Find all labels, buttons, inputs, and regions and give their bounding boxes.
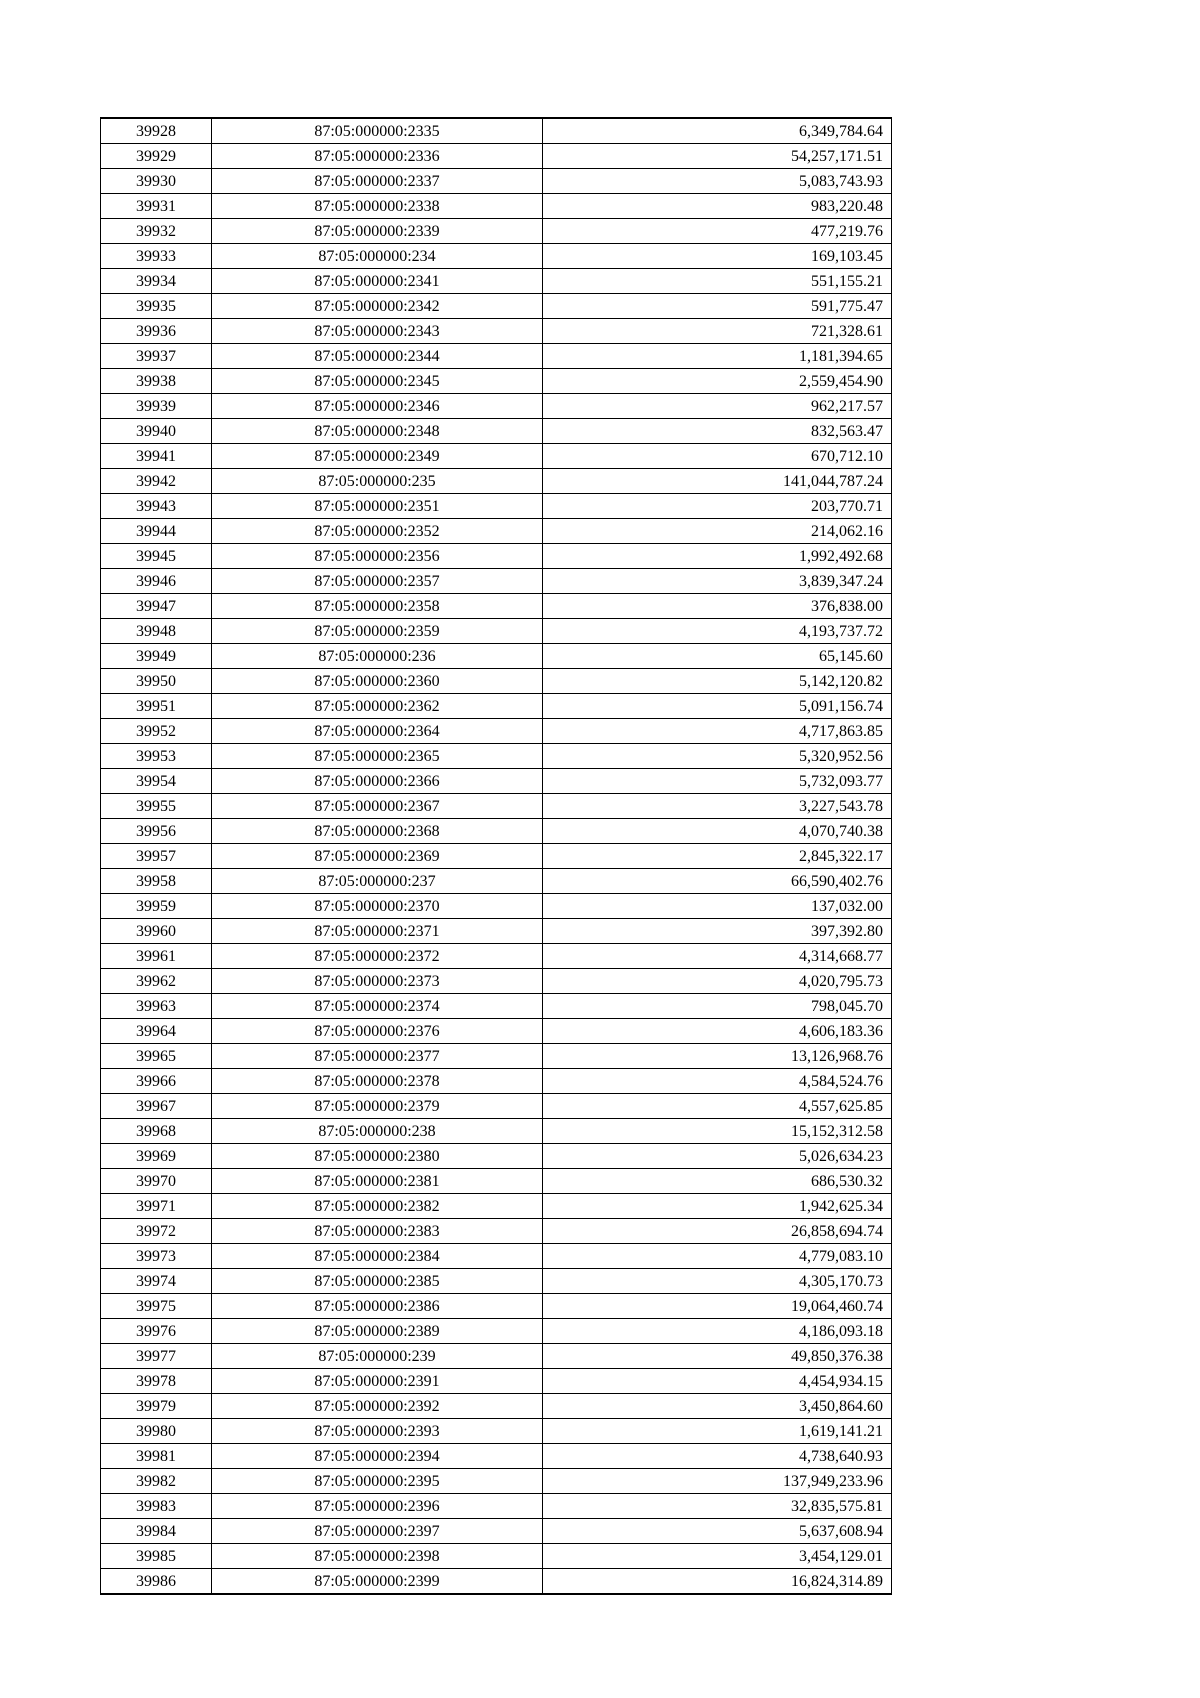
row-number-cell: 39943 [101, 494, 212, 519]
cadastral-value-cell: 4,738,640.93 [543, 1444, 892, 1469]
table-row [101, 1469, 892, 1494]
table-row [101, 1069, 892, 1094]
cadastral-value-cell: 2,559,454.90 [543, 369, 892, 394]
cadastral-number-cell: 87:05:000000:2341 [212, 269, 543, 294]
cadastral-value-cell: 397,392.80 [543, 919, 892, 944]
cadastral-number-cell: 87:05:000000:2338 [212, 194, 543, 219]
cadastral-number-cell: 87:05:000000:2372 [212, 944, 543, 969]
table-row [101, 869, 892, 894]
cadastral-number-cell: 87:05:000000:2359 [212, 619, 543, 644]
row-number-cell: 39966 [101, 1069, 212, 1094]
row-number-cell: 39930 [101, 169, 212, 194]
table-row [101, 1394, 892, 1419]
table-row [101, 469, 892, 494]
table-row [101, 169, 892, 194]
row-number-cell: 39968 [101, 1119, 212, 1144]
row-number-cell: 39957 [101, 844, 212, 869]
table-row [101, 1269, 892, 1294]
table-row [101, 1194, 892, 1219]
row-number-cell: 39973 [101, 1244, 212, 1269]
cadastral-number-cell: 87:05:000000:2367 [212, 794, 543, 819]
row-number-cell: 39948 [101, 619, 212, 644]
cadastral-number-cell: 87:05:000000:238 [212, 1119, 543, 1144]
row-number-cell: 39983 [101, 1494, 212, 1519]
cadastral-value-cell: 5,026,634.23 [543, 1144, 892, 1169]
table-row [101, 894, 892, 919]
row-number-cell: 39963 [101, 994, 212, 1019]
table-row [101, 1244, 892, 1269]
table-row [101, 569, 892, 594]
table-row [101, 1294, 892, 1319]
cadastral-value-cell: 49,850,376.38 [543, 1344, 892, 1369]
cadastral-value-cell: 214,062.16 [543, 519, 892, 544]
row-number-cell: 39978 [101, 1369, 212, 1394]
cadastral-number-cell: 87:05:000000:2383 [212, 1219, 543, 1244]
table-row [101, 1344, 892, 1369]
cadastral-number-cell: 87:05:000000:2351 [212, 494, 543, 519]
cadastral-number-cell: 87:05:000000:234 [212, 244, 543, 269]
cadastral-value-cell: 832,563.47 [543, 419, 892, 444]
cadastral-number-cell: 87:05:000000:2391 [212, 1369, 543, 1394]
cadastral-number-cell: 87:05:000000:2336 [212, 144, 543, 169]
table-row [101, 944, 892, 969]
cadastral-number-cell: 87:05:000000:235 [212, 469, 543, 494]
row-number-cell: 39979 [101, 1394, 212, 1419]
cadastral-number-cell: 87:05:000000:2368 [212, 819, 543, 844]
cadastral-value-cell: 3,839,347.24 [543, 569, 892, 594]
cadastral-number-cell: 87:05:000000:2377 [212, 1044, 543, 1069]
cadastral-value-cell: 1,619,141.21 [543, 1419, 892, 1444]
cadastral-value-cell: 13,126,968.76 [543, 1044, 892, 1069]
row-number-cell: 39928 [101, 118, 212, 144]
table-row [101, 519, 892, 544]
cadastral-value-cell: 5,091,156.74 [543, 694, 892, 719]
row-number-cell: 39980 [101, 1419, 212, 1444]
table-row [101, 419, 892, 444]
cadastral-value-cell: 16,824,314.89 [543, 1569, 892, 1595]
row-number-cell: 39971 [101, 1194, 212, 1219]
cadastral-value-cell: 5,637,608.94 [543, 1519, 892, 1544]
cadastral-value-cell: 4,314,668.77 [543, 944, 892, 969]
cadastral-number-cell: 87:05:000000:2337 [212, 169, 543, 194]
row-number-cell: 39933 [101, 244, 212, 269]
row-number-cell: 39953 [101, 744, 212, 769]
table-row [101, 1319, 892, 1344]
table-row [101, 719, 892, 744]
cadastral-value-cell: 798,045.70 [543, 994, 892, 1019]
cadastral-value-cell: 4,070,740.38 [543, 819, 892, 844]
row-number-cell: 39976 [101, 1319, 212, 1344]
row-number-cell: 39970 [101, 1169, 212, 1194]
table-row [101, 1044, 892, 1069]
cadastral-value-cell: 5,142,120.82 [543, 669, 892, 694]
cadastral-value-cell: 2,845,322.17 [543, 844, 892, 869]
cadastral-number-cell: 87:05:000000:2342 [212, 294, 543, 319]
cadastral-number-cell: 87:05:000000:2384 [212, 1244, 543, 1269]
cadastral-number-cell: 87:05:000000:2374 [212, 994, 543, 1019]
cadastral-value-cell: 962,217.57 [543, 394, 892, 419]
cadastral-number-cell: 87:05:000000:2376 [212, 1019, 543, 1044]
cadastral-number-cell: 87:05:000000:2381 [212, 1169, 543, 1194]
cadastral-value-cell: 26,858,694.74 [543, 1219, 892, 1244]
cadastre-value-table [100, 117, 892, 1595]
table-row [101, 769, 892, 794]
row-number-cell: 39986 [101, 1569, 212, 1595]
row-number-cell: 39965 [101, 1044, 212, 1069]
table-row [101, 594, 892, 619]
row-number-cell: 39940 [101, 419, 212, 444]
row-number-cell: 39964 [101, 1019, 212, 1044]
row-number-cell: 39939 [101, 394, 212, 419]
cadastral-value-cell: 4,193,737.72 [543, 619, 892, 644]
cadastral-value-cell: 1,992,492.68 [543, 544, 892, 569]
table-body [101, 118, 892, 1594]
row-number-cell: 39982 [101, 1469, 212, 1494]
cadastral-value-cell: 54,257,171.51 [543, 144, 892, 169]
table-row [101, 994, 892, 1019]
row-number-cell: 39969 [101, 1144, 212, 1169]
cadastral-number-cell: 87:05:000000:2370 [212, 894, 543, 919]
table-row [101, 644, 892, 669]
cadastral-value-cell: 3,450,864.60 [543, 1394, 892, 1419]
row-number-cell: 39954 [101, 769, 212, 794]
cadastral-number-cell: 87:05:000000:2385 [212, 1269, 543, 1294]
row-number-cell: 39962 [101, 969, 212, 994]
row-number-cell: 39984 [101, 1519, 212, 1544]
cadastral-value-cell: 983,220.48 [543, 194, 892, 219]
table-row [101, 1544, 892, 1569]
row-number-cell: 39956 [101, 819, 212, 844]
cadastral-value-cell: 3,227,543.78 [543, 794, 892, 819]
row-number-cell: 39985 [101, 1544, 212, 1569]
cadastral-value-cell: 141,044,787.24 [543, 469, 892, 494]
cadastral-value-cell: 137,949,233.96 [543, 1469, 892, 1494]
cadastral-number-cell: 87:05:000000:2364 [212, 719, 543, 744]
cadastral-number-cell: 87:05:000000:2398 [212, 1544, 543, 1569]
cadastral-number-cell: 87:05:000000:2357 [212, 569, 543, 594]
cadastral-value-cell: 4,584,524.76 [543, 1069, 892, 1094]
table-row [101, 619, 892, 644]
table-row [101, 669, 892, 694]
table-row [101, 1419, 892, 1444]
cadastral-number-cell: 87:05:000000:2394 [212, 1444, 543, 1469]
table-row [101, 1444, 892, 1469]
row-number-cell: 39977 [101, 1344, 212, 1369]
cadastral-number-cell: 87:05:000000:2382 [212, 1194, 543, 1219]
table-row [101, 1569, 892, 1595]
table-row [101, 219, 892, 244]
cadastral-value-cell: 686,530.32 [543, 1169, 892, 1194]
cadastral-value-cell: 4,454,934.15 [543, 1369, 892, 1394]
row-number-cell: 39934 [101, 269, 212, 294]
cadastral-value-cell: 670,712.10 [543, 444, 892, 469]
table-row [101, 194, 892, 219]
cadastral-number-cell: 87:05:000000:236 [212, 644, 543, 669]
row-number-cell: 39937 [101, 344, 212, 369]
row-number-cell: 39960 [101, 919, 212, 944]
cadastral-value-cell: 5,083,743.93 [543, 169, 892, 194]
cadastral-number-cell: 87:05:000000:2343 [212, 319, 543, 344]
cadastral-number-cell: 87:05:000000:237 [212, 869, 543, 894]
cadastral-number-cell: 87:05:000000:2352 [212, 519, 543, 544]
cadastral-value-cell: 4,606,183.36 [543, 1019, 892, 1044]
cadastral-value-cell: 137,032.00 [543, 894, 892, 919]
table-row [101, 1144, 892, 1169]
row-number-cell: 39955 [101, 794, 212, 819]
row-number-cell: 39975 [101, 1294, 212, 1319]
cadastral-value-cell: 3,454,129.01 [543, 1544, 892, 1569]
cadastral-value-cell: 4,020,795.73 [543, 969, 892, 994]
row-number-cell: 39945 [101, 544, 212, 569]
cadastral-value-cell: 551,155.21 [543, 269, 892, 294]
cadastral-number-cell: 87:05:000000:2365 [212, 744, 543, 769]
cadastral-value-cell: 1,942,625.34 [543, 1194, 892, 1219]
cadastral-number-cell: 87:05:000000:2366 [212, 769, 543, 794]
cadastral-number-cell: 87:05:000000:2344 [212, 344, 543, 369]
row-number-cell: 39942 [101, 469, 212, 494]
cadastral-value-cell: 5,732,093.77 [543, 769, 892, 794]
cadastral-number-cell: 87:05:000000:2378 [212, 1069, 543, 1094]
table-row [101, 444, 892, 469]
cadastral-value-cell: 4,717,863.85 [543, 719, 892, 744]
cadastral-number-cell: 87:05:000000:2356 [212, 544, 543, 569]
table-row [101, 919, 892, 944]
cadastral-value-cell: 1,181,394.65 [543, 344, 892, 369]
cadastral-value-cell: 4,779,083.10 [543, 1244, 892, 1269]
table-row [101, 294, 892, 319]
cadastral-value-cell: 477,219.76 [543, 219, 892, 244]
cadastral-number-cell: 87:05:000000:239 [212, 1344, 543, 1369]
table-row [101, 1219, 892, 1244]
cadastral-number-cell: 87:05:000000:2395 [212, 1469, 543, 1494]
table-row [101, 1019, 892, 1044]
cadastral-value-cell: 19,064,460.74 [543, 1294, 892, 1319]
table-row [101, 118, 892, 144]
cadastral-number-cell: 87:05:000000:2348 [212, 419, 543, 444]
cadastral-value-cell: 5,320,952.56 [543, 744, 892, 769]
table-row [101, 1519, 892, 1544]
table-row [101, 319, 892, 344]
table-row [101, 694, 892, 719]
row-number-cell: 39981 [101, 1444, 212, 1469]
table-row [101, 244, 892, 269]
row-number-cell: 39944 [101, 519, 212, 544]
row-number-cell: 39932 [101, 219, 212, 244]
table-row [101, 1369, 892, 1394]
row-number-cell: 39949 [101, 644, 212, 669]
cadastral-value-cell: 15,152,312.58 [543, 1119, 892, 1144]
cadastral-number-cell: 87:05:000000:2371 [212, 919, 543, 944]
cadastral-value-cell: 65,145.60 [543, 644, 892, 669]
row-number-cell: 39936 [101, 319, 212, 344]
row-number-cell: 39959 [101, 894, 212, 919]
cadastral-number-cell: 87:05:000000:2360 [212, 669, 543, 694]
row-number-cell: 39958 [101, 869, 212, 894]
table-row [101, 394, 892, 419]
cadastral-number-cell: 87:05:000000:2358 [212, 594, 543, 619]
table-row [101, 1094, 892, 1119]
row-number-cell: 39929 [101, 144, 212, 169]
row-number-cell: 39947 [101, 594, 212, 619]
cadastral-value-cell: 4,557,625.85 [543, 1094, 892, 1119]
row-number-cell: 39950 [101, 669, 212, 694]
row-number-cell: 39972 [101, 1219, 212, 1244]
cadastral-number-cell: 87:05:000000:2389 [212, 1319, 543, 1344]
cadastral-value-cell: 376,838.00 [543, 594, 892, 619]
cadastral-value-cell: 203,770.71 [543, 494, 892, 519]
cadastral-number-cell: 87:05:000000:2380 [212, 1144, 543, 1169]
table-row [101, 969, 892, 994]
cadastral-value-cell: 6,349,784.64 [543, 118, 892, 144]
table-row [101, 1119, 892, 1144]
table-row [101, 744, 892, 769]
row-number-cell: 39967 [101, 1094, 212, 1119]
row-number-cell: 39941 [101, 444, 212, 469]
table-row [101, 1494, 892, 1519]
cadastral-number-cell: 87:05:000000:2335 [212, 118, 543, 144]
table-row [101, 369, 892, 394]
table-row [101, 819, 892, 844]
table-row [101, 344, 892, 369]
cadastral-number-cell: 87:05:000000:2369 [212, 844, 543, 869]
cadastral-number-cell: 87:05:000000:2339 [212, 219, 543, 244]
row-number-cell: 39952 [101, 719, 212, 744]
cadastral-number-cell: 87:05:000000:2397 [212, 1519, 543, 1544]
cadastral-number-cell: 87:05:000000:2345 [212, 369, 543, 394]
cadastral-value-cell: 4,305,170.73 [543, 1269, 892, 1294]
row-number-cell: 39931 [101, 194, 212, 219]
cadastral-number-cell: 87:05:000000:2393 [212, 1419, 543, 1444]
cadastral-number-cell: 87:05:000000:2379 [212, 1094, 543, 1119]
table-row [101, 144, 892, 169]
cadastral-number-cell: 87:05:000000:2399 [212, 1569, 543, 1595]
cadastral-value-cell: 591,775.47 [543, 294, 892, 319]
row-number-cell: 39974 [101, 1269, 212, 1294]
cadastral-number-cell: 87:05:000000:2386 [212, 1294, 543, 1319]
cadastral-value-cell: 4,186,093.18 [543, 1319, 892, 1344]
row-number-cell: 39951 [101, 694, 212, 719]
cadastral-value-cell: 721,328.61 [543, 319, 892, 344]
cadastral-number-cell: 87:05:000000:2346 [212, 394, 543, 419]
cadastral-value-cell: 32,835,575.81 [543, 1494, 892, 1519]
cadastral-value-cell: 66,590,402.76 [543, 869, 892, 894]
table-row [101, 494, 892, 519]
cadastral-number-cell: 87:05:000000:2396 [212, 1494, 543, 1519]
table-row [101, 794, 892, 819]
table-row [101, 1169, 892, 1194]
cadastral-number-cell: 87:05:000000:2373 [212, 969, 543, 994]
row-number-cell: 39961 [101, 944, 212, 969]
row-number-cell: 39938 [101, 369, 212, 394]
table-row [101, 544, 892, 569]
table-row [101, 844, 892, 869]
row-number-cell: 39935 [101, 294, 212, 319]
table-row [101, 269, 892, 294]
cadastral-number-cell: 87:05:000000:2349 [212, 444, 543, 469]
cadastral-number-cell: 87:05:000000:2392 [212, 1394, 543, 1419]
cadastral-number-cell: 87:05:000000:2362 [212, 694, 543, 719]
row-number-cell: 39946 [101, 569, 212, 594]
cadastral-value-cell: 169,103.45 [543, 244, 892, 269]
